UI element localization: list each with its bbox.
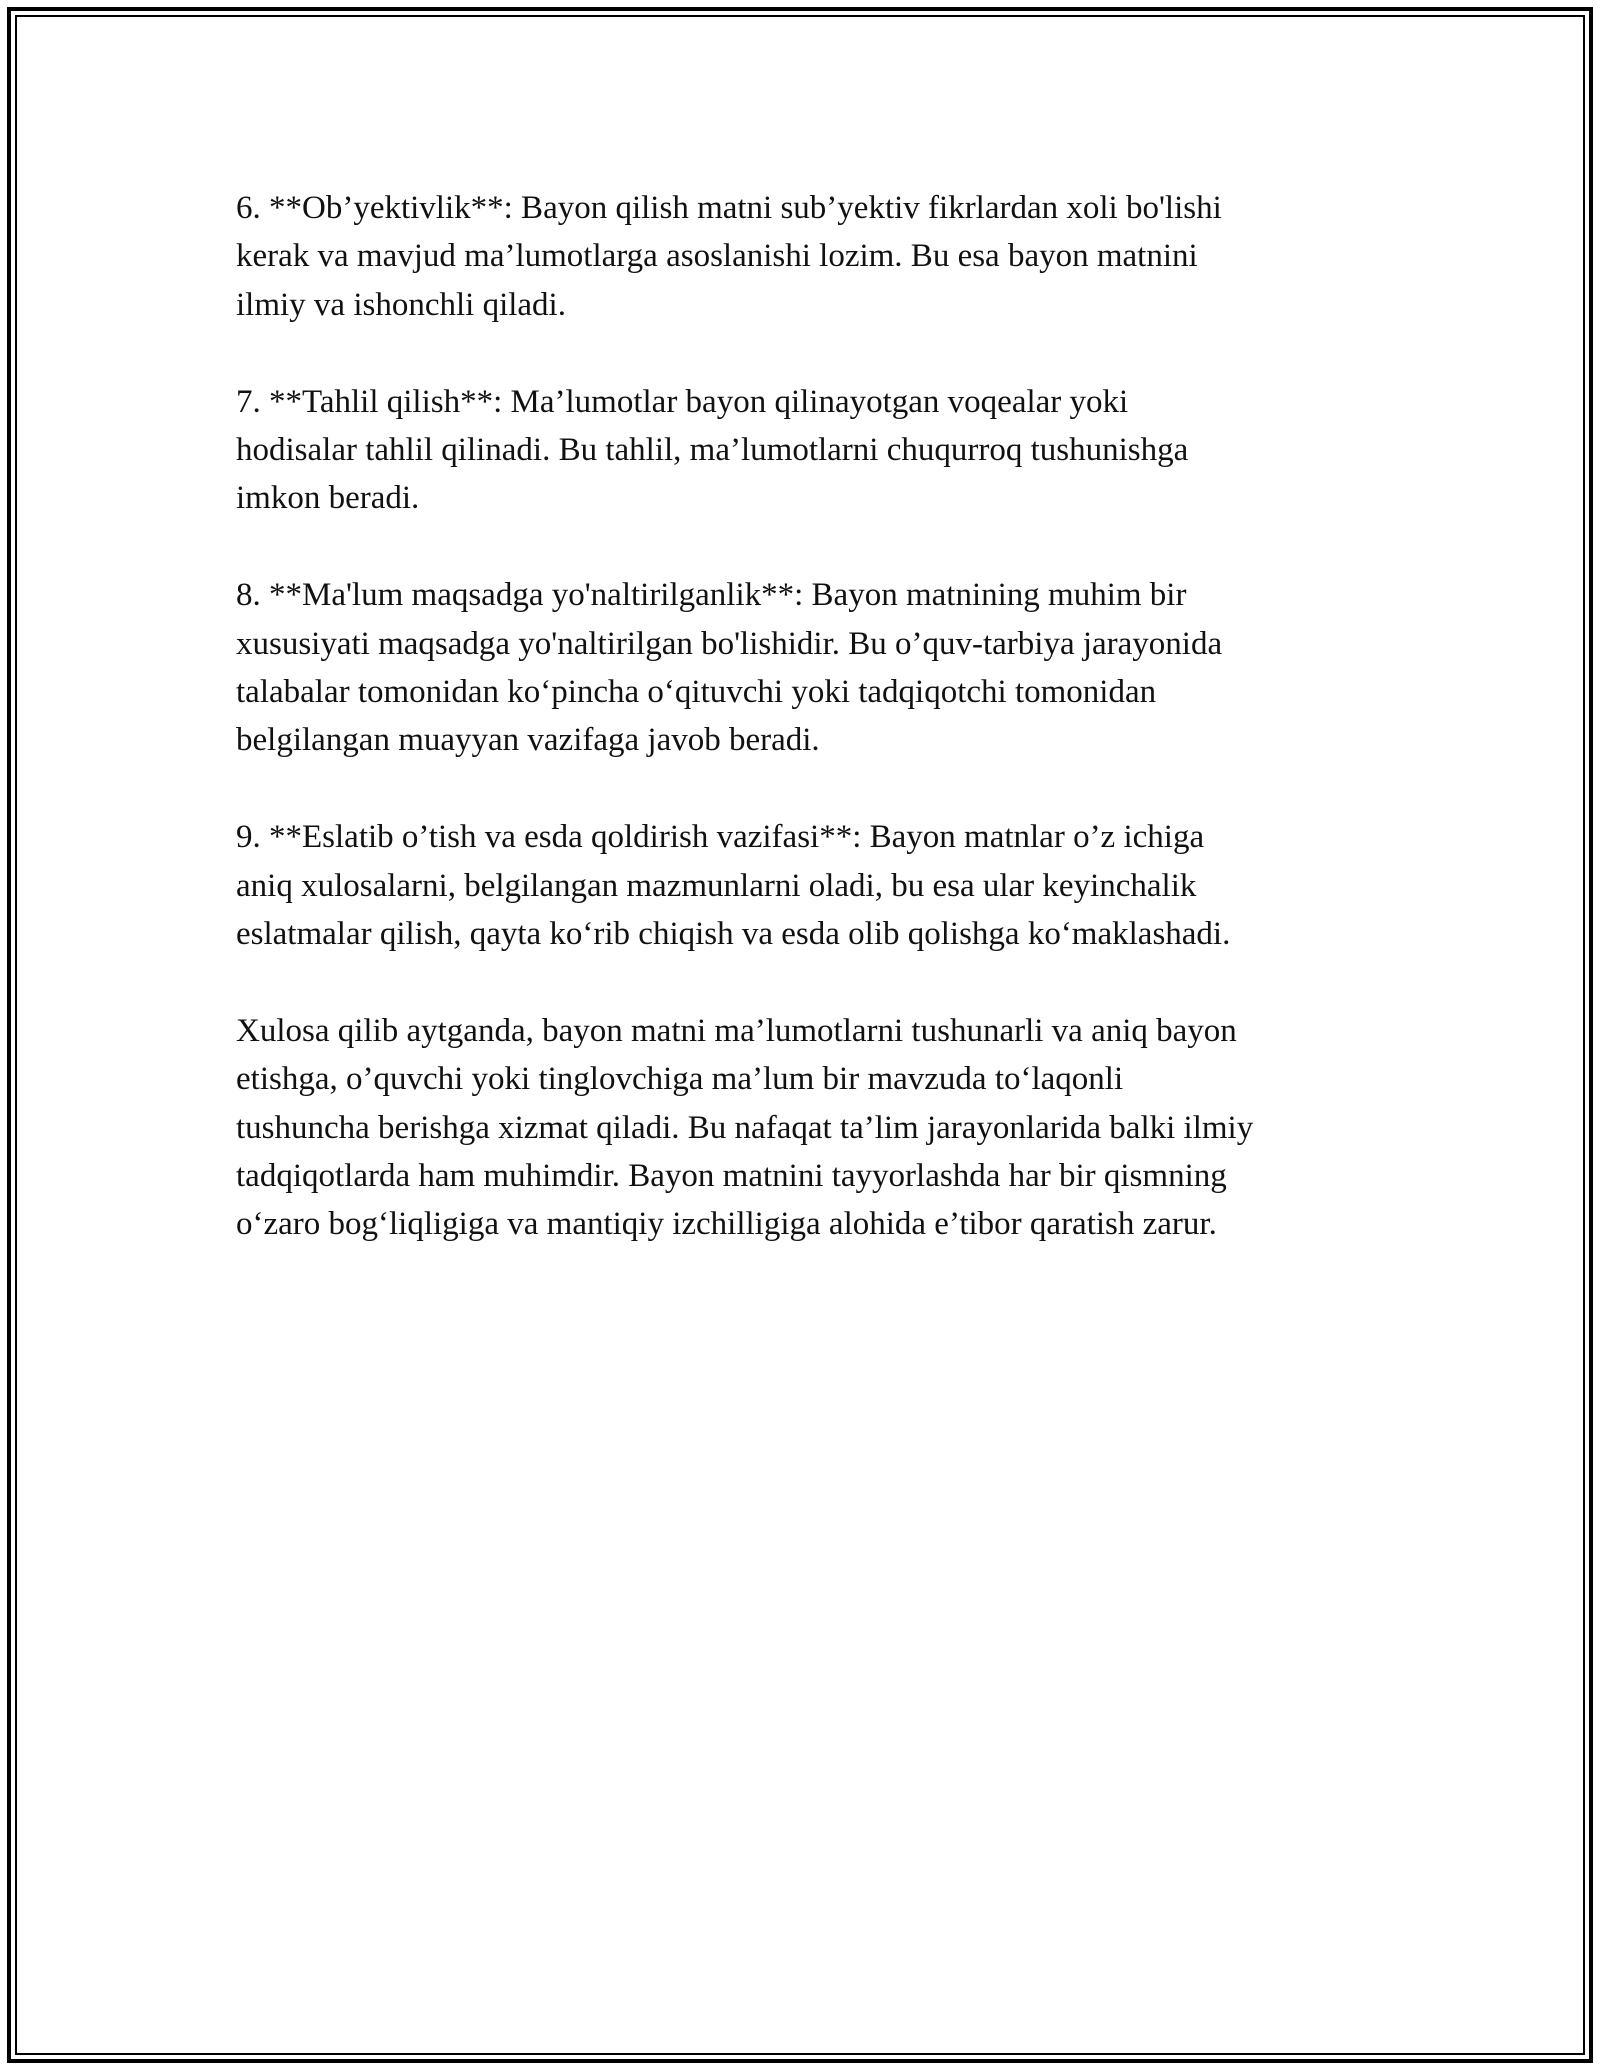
text-line: imkon beradi.: [236, 480, 420, 517]
text-line: Xulosa qilib aytganda, bayon matni ma’lumotlarni tushunarli va aniq bayon: [236, 1012, 1237, 1049]
document-body: [236, 184, 1376, 1297]
text-line: 9. **Eslatib o’tish va esda qoldirish vazifasi**: Bayon matnlar o’z ichiga: [236, 819, 1205, 856]
text-line: kerak va mavjud ma’lumotlarga asoslanishi lozim. Bu esa bayon matnini: [236, 238, 1198, 275]
text-line: belgilangan muayyan vazifaga javob beradi.: [236, 722, 820, 759]
paragraph-analysis: [236, 378, 1376, 523]
paragraph-objectivity: [236, 184, 1376, 329]
text-line: hodisalar tahlil qilinadi. Bu tahlil, ma’lumotlarni chuqurroq tushunishga: [236, 432, 1189, 469]
text-line: tadqiqotlarda ham muhimdir. Bayon matnini tayyorlashda har bir qismning: [236, 1158, 1227, 1195]
text-line: talabalar tomonidan ko‘pincha o‘qituvchi yoki tadqiqotchi tomonidan: [236, 674, 1157, 711]
text-line: xususiyati maqsadga yo'naltirilgan bo'lishidir. Bu o’quv-tarbiya jarayonida: [236, 625, 1223, 662]
paragraph-purposefulness: [236, 571, 1376, 765]
paragraph-conclusion: [236, 1007, 1376, 1249]
text-line: etishga, o’quvchi yoki tinglovchiga ma’lum bir mavzuda to‘laqonli: [236, 1061, 1124, 1098]
text-line: aniq xulosalarni, belgilangan mazmunlarni oladi, bu esa ular keyinchalik: [236, 867, 1197, 904]
text-line: ilmiy va ishonchli qiladi.: [236, 286, 566, 323]
paragraph-reminder-function: [236, 813, 1376, 958]
text-line: 8. **Ma'lum maqsadga yo'naltirilganlik**: Bayon matnining muhim bir: [236, 577, 1187, 614]
text-line: 7. **Tahlil qilish**: Ma’lumotlar bayon qilinayotgan voqealar yoki: [236, 383, 1129, 420]
text-line: tushuncha berishga xizmat qiladi. Bu nafaqat ta’lim jarayonlarida balki ilmiy: [236, 1109, 1254, 1146]
text-line: o‘zaro bog‘liqligiga va mantiqiy izchilligiga alohida e’tibor qaratish zarur.: [236, 1206, 1217, 1243]
text-line: eslatmalar qilish, qayta ko‘rib chiqish va esda olib qolishga ko‘maklashadi.: [236, 916, 1231, 953]
text-line: 6. **Ob’yektivlik**: Bayon qilish matni sub’yektiv fikrlardan xoli bo'lishi: [236, 190, 1222, 226]
